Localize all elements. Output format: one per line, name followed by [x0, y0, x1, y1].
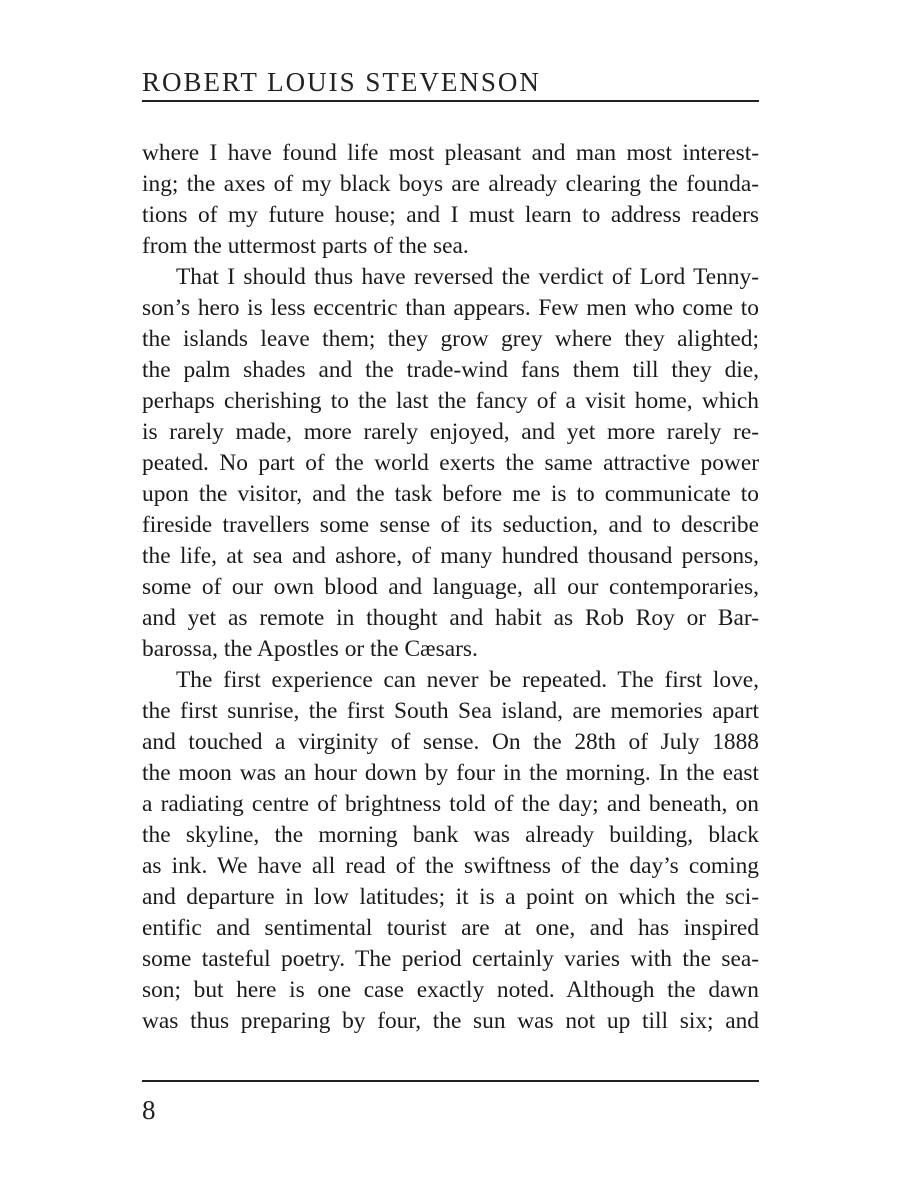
text-line: the moon was an hour down by four in the morning. In the east [142, 760, 759, 786]
text-line: ing; the axes of my black boys are already clearing the founda- [142, 171, 759, 197]
text-line: perhaps cherishing to the last the fancy of a visit home, which [142, 388, 759, 414]
text-line: from the uttermost parts of the sea. [142, 233, 469, 259]
text-line: and touched a virginity of sense. On the 28th of July 1888 [142, 729, 759, 755]
text-line: the skyline, the morning bank was already building, black [142, 822, 759, 848]
body-text [142, 138, 759, 1037]
text-line: some of our own blood and language, all our contemporaries, [142, 574, 759, 600]
text-line: was thus preparing by four, the sun was not up till six; and [142, 1008, 759, 1034]
running-head: ROBERT LOUIS STEVENSON [142, 67, 541, 97]
text-line: fireside travellers some sense of its seduction, and to describe [142, 512, 759, 538]
text-line: as ink. We have all read of the swiftness of the day’s coming [142, 853, 759, 879]
text-line: where I have found life most pleasant and man most interest- [142, 140, 759, 166]
book-page [142, 0, 759, 1200]
text-line: tions of my future house; and I must learn to address readers [142, 202, 759, 228]
text-line: the life, at sea and ashore, of many hundred thousand persons, [142, 543, 759, 569]
text-line: is rarely made, more rarely enjoyed, and yet more rarely re- [142, 419, 759, 445]
text-line: That I should thus have reversed the verdict of Lord Tenny- [176, 264, 759, 290]
text-line: some tasteful poetry. The period certainly varies with the sea- [142, 946, 759, 972]
text-line: The first experience can never be repeated. The first love, [176, 667, 759, 693]
text-line: and yet as remote in thought and habit as Rob Roy or Bar- [142, 605, 759, 631]
text-line: the first sunrise, the first South Sea island, are memories apart [142, 698, 759, 724]
footer-rule [142, 1080, 759, 1082]
text-line: and departure in low latitudes; it is a point on which the sci- [142, 884, 759, 910]
text-line: entific and sentimental tourist are at one, and has inspired [142, 915, 759, 941]
text-line: son’s hero is less eccentric than appears. Few men who come to [142, 295, 759, 321]
text-line: peated. No part of the world exerts the same attractive power [142, 450, 759, 476]
page-number: 8 [142, 1095, 156, 1125]
text-line: a radiating centre of brightness told of the day; and beneath, on [142, 791, 759, 817]
text-line: the islands leave them; they grow grey where they alighted; [142, 326, 759, 352]
text-line: son; but here is one case exactly noted. Although the dawn [142, 977, 759, 1003]
text-line: barossa, the Apostles or the Cæsars. [142, 636, 478, 662]
header-rule [142, 100, 759, 102]
text-line: upon the visitor, and the task before me is to communicate to [142, 481, 759, 507]
text-line: the palm shades and the trade-wind fans them till they die, [142, 357, 759, 383]
